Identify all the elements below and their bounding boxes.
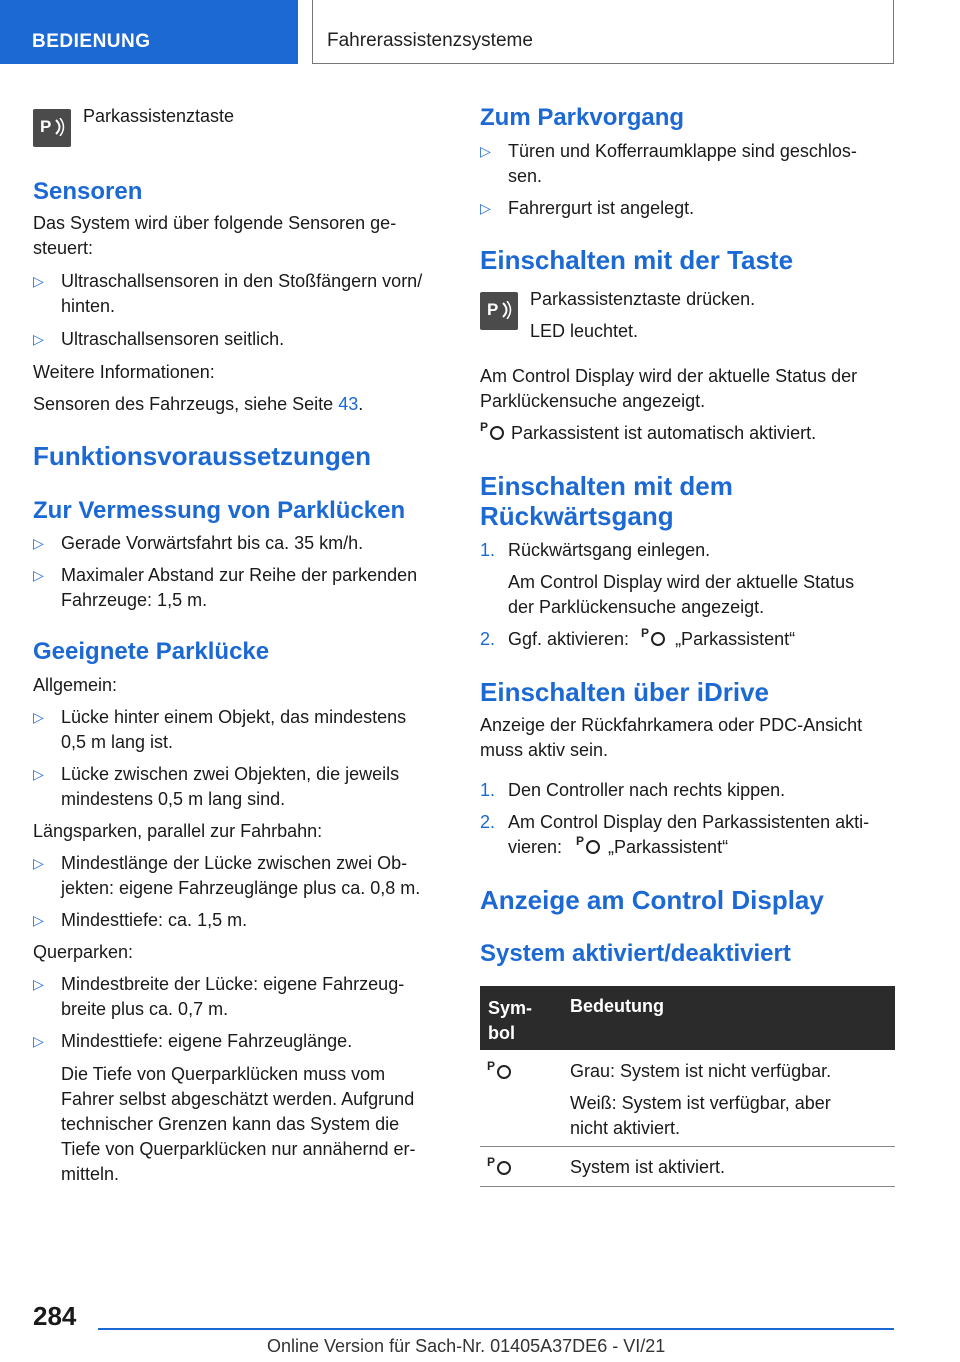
bullet-icon: ▷ (33, 331, 44, 347)
taste-heading: Einschalten mit der Taste (480, 245, 794, 275)
table-divider (480, 1186, 895, 1187)
anzeige-heading: Anzeige am Control Display (480, 885, 824, 915)
park-assist-button-icon: P (480, 292, 518, 330)
taste-step-2: LED leuchtet. (530, 321, 639, 341)
sensoren-heading: Sensoren (33, 178, 143, 205)
list-item: ▷ Maximaler Abstand zur Reihe der parkenden Fahrzeuge: 1,5 m. (33, 565, 418, 610)
auto-text: Parkassistent ist automatisch aktiviert. (511, 423, 817, 443)
rueck-heading: Einschalten mit dem Rückwärtsgang (480, 471, 733, 531)
chapter-tab (312, 0, 894, 64)
list-item: ▷ Ultraschallsensoren seitlich. (33, 327, 284, 352)
list-item: ▷ Türen und Kofferraumklappe sind geschlos- sen. (480, 141, 857, 186)
sensoren-intro-2: steuert: (33, 238, 94, 258)
bullet-icon: ▷ (33, 567, 44, 583)
bullet-icon: ▷ (33, 1033, 44, 1049)
list-item: ▷ Mindestlänge der Lücke zwischen zwei Ob- jekten: eigene Fahrzeuglänge plus ca. 0,8 m. (33, 853, 421, 898)
table-row: System ist aktiviert. (570, 1157, 726, 1177)
list-item: ▷ Lücke hinter einem Objekt, das mindestens 0,5 m lang ist. (33, 707, 407, 752)
bullet-icon: ▷ (33, 855, 44, 871)
bullet-icon: ▷ (33, 709, 44, 725)
page-number: 284 (33, 1301, 77, 1331)
footer-rule (98, 1328, 894, 1330)
taste-step-1: Parkassistenztaste drücken. (530, 289, 756, 309)
bullet-icon: ▷ (33, 912, 44, 928)
table-divider (480, 1146, 895, 1147)
system-heading: System aktiviert/deaktiviert (480, 940, 791, 967)
list-item: ▷ Fahrergurt ist angelegt. (480, 196, 694, 221)
funktion-heading: Funktionsvoraussetzungen (33, 441, 372, 471)
list-item: ▷ Mindestbreite der Lücke: eigene Fahrzeug- breite plus ca. 0,7 m. (33, 974, 405, 1019)
sensoren-reference: Sensoren des Fahrzeugs, siehe Seite 43. (33, 394, 364, 414)
park-assist-icon: P (641, 626, 667, 650)
table-row: Grau: System ist nicht verfügbar. Weiß: System ist verfügbar, aber nicht aktiviert. (570, 1061, 832, 1138)
park-assist-active-icon: P (480, 420, 506, 444)
footer-online-version: Online Version für Sach-Nr. 01405A37DE6 - VI/21 (267, 1336, 666, 1356)
allgemein-label: Allgemein: (33, 675, 118, 695)
park-assist-active-icon: P (487, 1155, 513, 1179)
weitere-label: Weitere Informationen: (33, 362, 215, 382)
section-title: BEDIENUNG (32, 31, 151, 52)
list-item: 1. Den Controller nach rechts kippen. (480, 780, 786, 800)
laengs-label: Längsparken, parallel zur Fahrbahn: (33, 821, 323, 841)
bullet-icon: ▷ (33, 273, 44, 289)
page-link[interactable]: 43 (338, 394, 359, 414)
bullet-icon: ▷ (480, 143, 491, 159)
status-text: Am Control Display wird der aktuelle Status der Parklückensuche angezeigt. (480, 366, 858, 411)
list-item: ▷ Gerade Vorwärtsfahrt bis ca. 35 km/h. (33, 531, 363, 556)
bullet-icon: ▷ (33, 976, 44, 992)
section-tab (0, 0, 298, 64)
list-item: ▷ Ultraschallsensoren in den Stoßfängern vorn/ hinten. (33, 271, 423, 316)
list-item: 1. Rückwärtsgang einlegen. Am Control Display wird der aktuelle Status der Parklückensuche angezeigt. (480, 540, 855, 617)
list-item: ▷ Mindesttiefe: ca. 1,5 m. (33, 908, 247, 933)
list-item: 2. Ggf. aktivieren: „Parkassistent“ (480, 629, 796, 649)
quer-note: Die Tiefe von Querparklücken muss vom Fahrer selbst abgeschätzt werden. Aufgrund technischer Grenzen kann das System die Tiefe von Querparklücken nur annähernd er- mitteln. (61, 1064, 416, 1184)
quer-label: Querparken: (33, 942, 134, 962)
button-caption: Parkassistenztaste (83, 106, 235, 126)
park-assist-button-icon: P (33, 109, 71, 147)
chapter-title: Fahrerassistenzsysteme (327, 30, 533, 51)
list-item: ▷ Lücke zwischen zwei Objekten, die jeweils mindestens 0,5 m lang sind. (33, 764, 400, 809)
bullet-icon: ▷ (33, 766, 44, 782)
sensoren-intro-1: Das System wird über folgende Sensoren ge- (33, 213, 397, 233)
geeignet-heading: Geeignete Parklücke (33, 638, 270, 665)
idrive-intro: Anzeige der Rückfahrkamera oder PDC-Ansicht muss aktiv sein. (480, 715, 863, 760)
bullet-icon: ▷ (33, 535, 44, 551)
vermessung-heading: Zur Vermessung von Parklücken (33, 497, 406, 524)
table-header: Sym- bol Bedeutung (480, 986, 895, 1050)
bullet-icon: ▷ (480, 200, 491, 216)
idrive-heading: Einschalten über iDrive (480, 677, 769, 707)
park-assist-icon: P (487, 1059, 513, 1083)
parkvorgang-heading: Zum Parkvorgang (480, 104, 685, 131)
list-item: 2. Am Control Display den Parkassistenten akti- vieren: „Parkassistent“ (480, 812, 870, 857)
park-assist-icon: P (576, 834, 602, 858)
list-item: ▷ Mindesttiefe: eigene Fahrzeuglänge. (33, 1029, 352, 1054)
